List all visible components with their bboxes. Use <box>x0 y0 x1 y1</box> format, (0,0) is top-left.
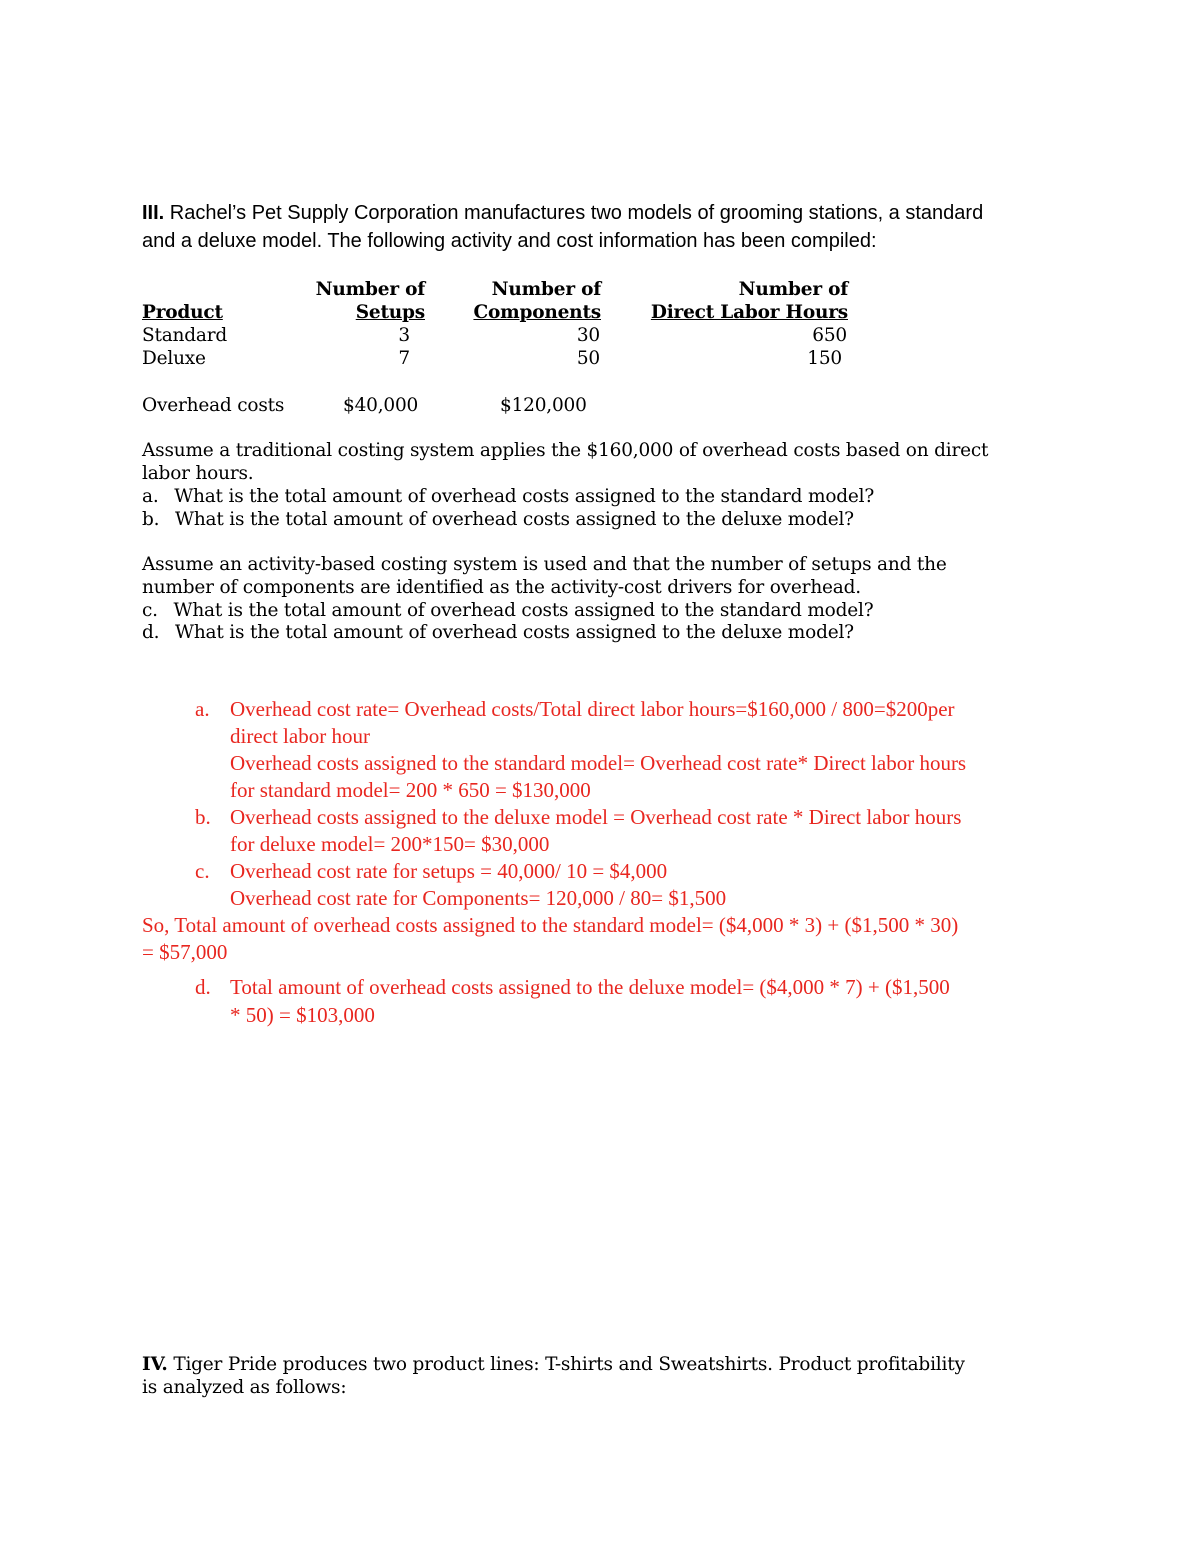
header-direct-labor-hours: Direct Labor Hours <box>650 302 848 323</box>
abc-line-2: number of components are identified as the activity-cost drivers for overhead. <box>142 577 861 598</box>
answer-d-line-2: * 50) = $103,000 <box>230 1003 375 1027</box>
header-components-top: Number of <box>491 279 601 300</box>
row-deluxe-setups: 7 <box>398 348 410 369</box>
header-components: Components <box>473 302 601 323</box>
abc-line-1: Assume an activity-based costing system is used and that the number of setups and the <box>142 554 947 575</box>
section-4-line-1: IV. Tiger Pride produces two product lines: T-shirts and Sweatshirts. Product profitability <box>142 1354 965 1375</box>
question-a: a. What is the total amount of overhead costs assigned to the standard model? <box>142 486 875 507</box>
section-3-heading: III. <box>142 202 165 224</box>
header-product: Product <box>142 302 223 323</box>
row-deluxe-components: 50 <box>576 348 600 369</box>
overhead-components: $120,000 <box>500 395 587 416</box>
answer-a-line-4: for standard model= 200 * 650 = $130,000 <box>230 778 591 802</box>
header-setups: Setups <box>355 302 425 323</box>
row-deluxe-product: Deluxe <box>142 348 206 369</box>
question-d: d. What is the total amount of overhead costs assigned to the deluxe model? <box>142 622 854 643</box>
traditional-line-1: Assume a traditional costing system applies the $160,000 of overhead costs based on direct <box>142 440 989 461</box>
answer-c-line-1: Overhead cost rate for setups = 40,000/ 10 = $4,000 <box>230 859 668 883</box>
row-standard-product: Standard <box>142 325 228 346</box>
row-deluxe-labor-hours: 150 <box>807 348 842 369</box>
answer-d-line-1: Total amount of overhead costs assigned to the deluxe model= ($4,000 * 7) + ($1,500 <box>230 975 950 999</box>
answer-b-line-1: Overhead costs assigned to the deluxe model = Overhead cost rate * Direct labor hours <box>230 805 962 829</box>
answer-so-line-2: = $57,000 <box>142 940 228 964</box>
answer-a-label: a. <box>195 697 210 721</box>
header-setups-top: Number of <box>315 279 425 300</box>
overhead-label: Overhead costs <box>142 395 285 416</box>
overhead-setups: $40,000 <box>343 395 419 416</box>
answer-a-line-3: Overhead costs assigned to the standard model= Overhead cost rate* Direct labor hours <box>230 751 967 775</box>
answer-so-line-1: So, Total amount of overhead costs assigned to the standard model= ($4,000 * 3) + ($1,500 * 30) <box>142 913 959 937</box>
question-b: b. What is the total amount of overhead costs assigned to the deluxe model? <box>142 509 854 530</box>
section-3-intro-line-2: and a deluxe model. The following activity and cost information has been compiled: <box>142 230 877 252</box>
answer-a-line-2: direct labor hour <box>230 724 370 748</box>
answer-b-line-2: for deluxe model= 200*150= $30,000 <box>230 832 550 856</box>
header-labor-top: Number of <box>738 279 848 300</box>
answer-b-label: b. <box>195 805 211 829</box>
row-standard-labor-hours: 650 <box>812 325 847 346</box>
row-standard-setups: 3 <box>398 325 410 346</box>
question-c: c. What is the total amount of overhead costs assigned to the standard model? <box>142 600 874 621</box>
section-4-heading: IV. <box>142 1354 168 1375</box>
answer-c-line-2: Overhead cost rate for Components= 120,000 / 80= $1,500 <box>230 886 727 910</box>
row-standard-components: 30 <box>576 325 600 346</box>
section-4-line-2: is analyzed as follows: <box>142 1377 347 1398</box>
section-3-intro-line-1: III. Rachel’s Pet Supply Corporation manufactures two models of grooming stations, a standard <box>142 202 984 224</box>
answer-a-line-1: Overhead cost rate= Overhead costs/Total direct labor hours=$160,000 / 800=$200per <box>230 697 955 721</box>
answer-d-label: d. <box>195 975 211 999</box>
answer-c-label: c. <box>195 859 210 883</box>
traditional-line-2: labor hours. <box>142 463 254 484</box>
